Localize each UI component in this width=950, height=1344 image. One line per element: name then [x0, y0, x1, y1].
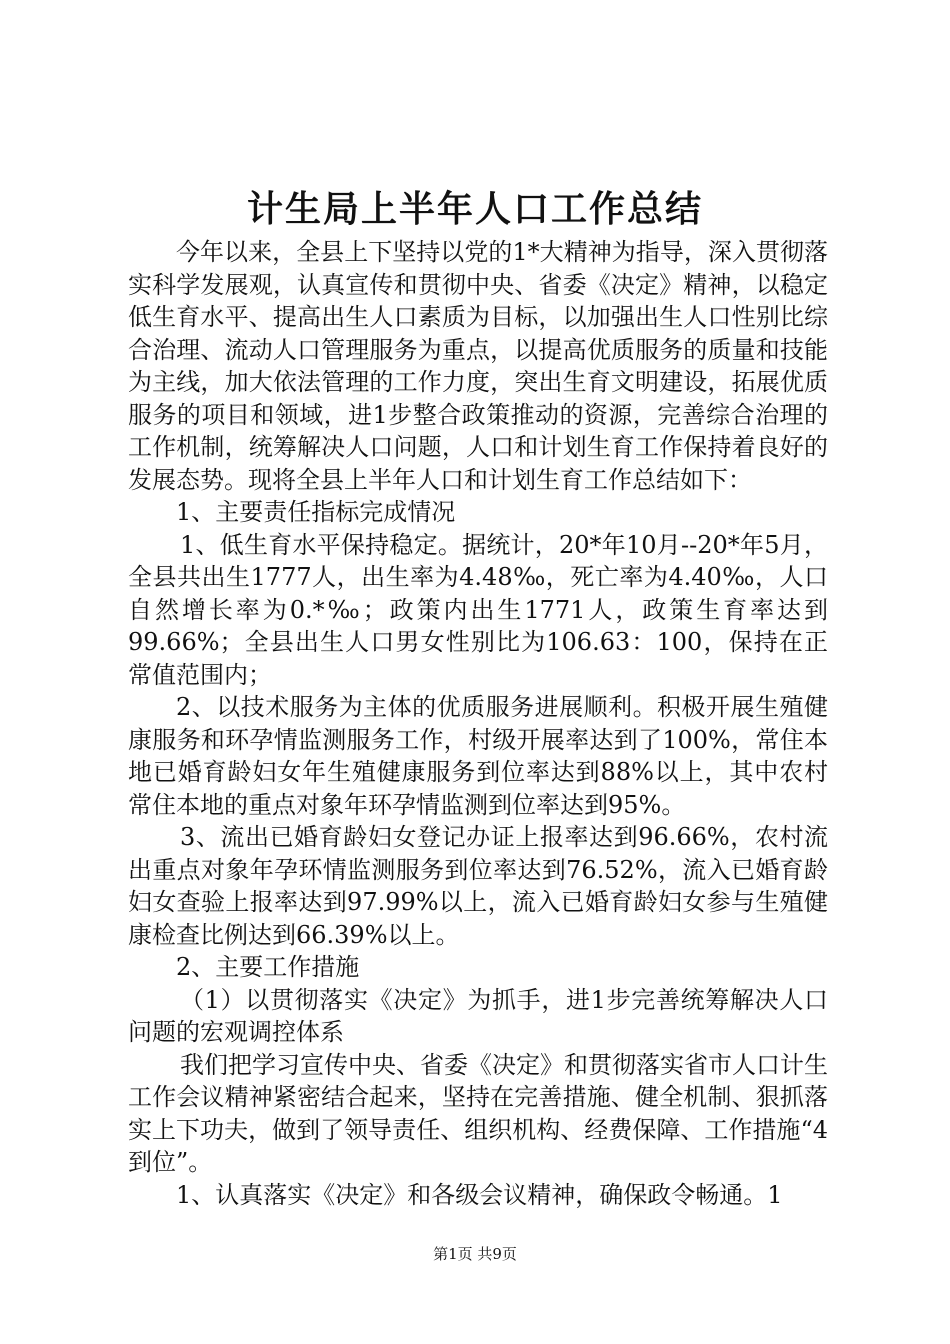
page-footer: 第1页 共9页 — [433, 1245, 517, 1263]
subsection-heading-1: （1）以贯彻落实《决定》为抓手，进1步完善统筹解决人口问题的宏观调控体系 — [128, 985, 828, 1046]
measures-paragraph: 我们把学习宣传中央、省委《决定》和贯彻落实省市人口计生工作会议精神紧密结合起来，坚持在完善措施、健全机制、狠抓落实上下功夫，做到了领导责任、组织机构、经费保障、工作措施“4到位”。 — [128, 1050, 828, 1176]
document-title: 计生局上半年人口工作总结 — [246, 188, 703, 230]
section-heading-2: 2、主要工作措施 — [176, 953, 360, 981]
section-heading-1: 1、主要责任指标完成情况 — [176, 498, 456, 526]
paragraph-item-3: 3、流出已婚育龄妇女登记办证上报率达到96.66%，农村流出重点对象年孕环情监测服务到位率达到76.52%，流入已婚育龄妇女查验上报率达到97.99%以上，流入已婚育龄妇女参与生殖健康检查比例达到66.39%以上。 — [128, 823, 828, 949]
document-body — [128, 236, 828, 1211]
intro-paragraph: 今年以来，全县上下坚持以党的1*大精神为指导，深入贯彻落实科学发展观，认真宣传和贯彻中央、省委《决定》精神，以稳定低生育水平、提高出生人口素质为目标，以加强出生人口性别比综合治理、流动人口管理服务为重点，以提高优质服务的质量和技能为主线，加大依法管理的工作力度，突出生育文明建设，拓展优质服务的项目和领域，进1步整合政策推动的资源，完善综合治理的工作机制，统筹解决人口问题，人口和计划生育工作保持着良好的发展态势。现将全县上半年人口和计划生育工作总结如下： — [128, 238, 828, 494]
measure-item-1: 1、认真落实《决定》和各级会议精神，确保政令畅通。1 — [176, 1180, 783, 1209]
paragraph-item-1: 1、低生育水平保持稳定。据统计，20*年10月--20*年5月，全县共出生1777人，出生率为4.48‰，死亡率为4.40‰，人口自然增长率为0.*‰；政策内出生1771人，政策生育率达到99.66%；全县出生人口男女性别比为106.63：100，保持在正常值范围内； — [128, 530, 828, 689]
paragraph-item-2: 2、以技术服务为主体的优质服务进展顺利。积极开展生殖健康服务和环孕情监测服务工作，村级开展率达到了100%，常住本地已婚育龄妇女年生殖健康服务到位率达到88%以上，其中农村常住本地的重点对象年环孕情监测到位率达到95%。 — [128, 693, 828, 819]
